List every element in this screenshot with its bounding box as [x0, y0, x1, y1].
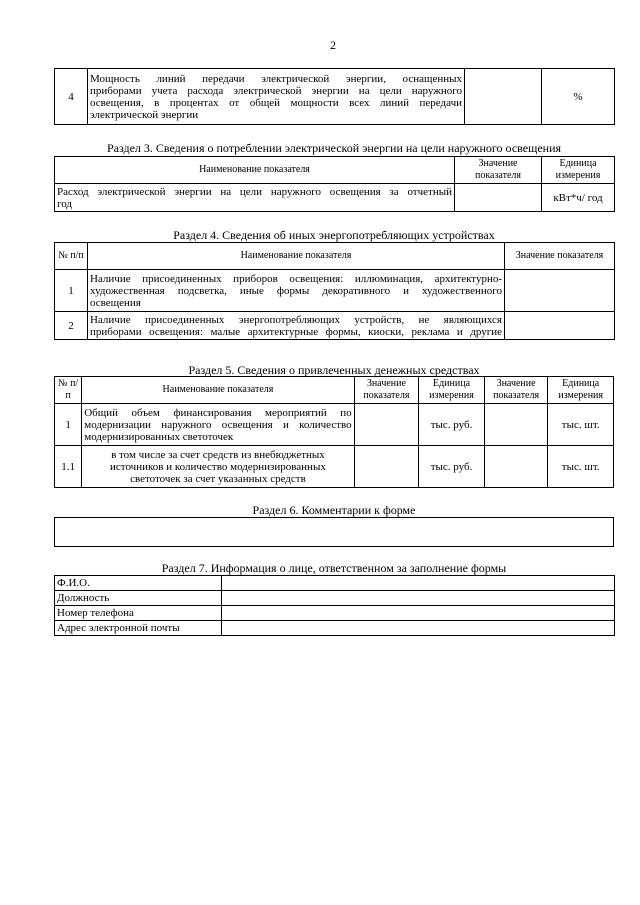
header-indicator-name: Наименование показателя [88, 243, 505, 270]
unit-cell: % [542, 69, 615, 125]
indicator-name: Общий объем финансирования мероприятий по модернизации наружного освещения и количество модернизированных светоточек [82, 404, 354, 446]
unit-cell: кВт*ч/ год [542, 184, 615, 212]
section5-title: Раздел 5. Сведения о привлеченных денежных средствах [188, 363, 480, 377]
indicator-name: Расход электрической энергии на цели наружного освещения за отчетный год [55, 184, 455, 212]
section3-title: Раздел 3. Сведения о потреблении электрической энергии на цели наружного освещения [106, 141, 562, 155]
section4-table [54, 242, 615, 340]
field-label: Адрес электронной почты [55, 621, 222, 636]
unit-cell: тыс. руб. [419, 404, 485, 446]
section3-table [54, 156, 615, 212]
table-row [55, 591, 615, 606]
unit-cell: тыс. шт. [548, 404, 614, 446]
unit-cell: тыс. руб. [419, 446, 485, 488]
page-number: 2 [330, 38, 336, 52]
header-row-number: № п/п [55, 243, 88, 270]
section7-table [54, 575, 615, 636]
table-row [55, 606, 615, 621]
section7-title: Раздел 7. Информация о лице, ответственном за заполнение формы [161, 561, 507, 575]
header-unit: Единица измерения [542, 157, 615, 184]
header-value: Значение показателя [455, 157, 542, 184]
full-name-field[interactable] [222, 576, 615, 591]
field-label: Должность [55, 591, 222, 606]
table-row [55, 312, 615, 340]
table-header-row [55, 243, 615, 270]
section4-title: Раздел 4. Сведения об иных энергопотребляющих устройствах [173, 228, 495, 242]
header-value: Значение показателя [354, 377, 419, 404]
header-value: Значение показателя [484, 377, 548, 404]
unit-cell: тыс. шт. [548, 446, 614, 488]
value-cell[interactable] [484, 404, 548, 446]
value-cell[interactable] [455, 184, 542, 212]
row-number: 4 [55, 69, 88, 125]
table-row [55, 69, 615, 125]
indicator-name: в том числе за счет средств из внебюджетных источников и количество модернизированных светоточек за счет указанных средств [82, 446, 354, 488]
table-header-row [55, 157, 615, 184]
value-cell[interactable] [465, 69, 542, 125]
table-header-row [55, 377, 614, 404]
table-row [55, 621, 615, 636]
row-number: 1.1 [55, 446, 82, 488]
row-number: 2 [55, 312, 88, 340]
indicator-name: Наличие присоединенных энергопотребляющих устройств, не являющихся приборами освещения: малые архитектурные формы, киоски, реклама и другие [88, 312, 505, 340]
value-cell[interactable] [505, 312, 615, 340]
indicator-name: Мощность линий передачи электрической энергии, оснащенных приборами учета расхода электрической энергии на цели наружного освещения, в процентах от общей мощности всех линий передачи электрической энергии [88, 69, 465, 125]
phone-field[interactable] [222, 606, 615, 621]
section2-table [54, 68, 615, 125]
table-row [55, 404, 614, 446]
field-label: Номер телефона [55, 606, 222, 621]
header-unit: Единица измерения [419, 377, 485, 404]
table-row [55, 184, 615, 212]
field-label: Ф.И.О. [55, 576, 222, 591]
value-cell[interactable] [354, 446, 419, 488]
comments-box[interactable] [54, 517, 614, 547]
table-row [55, 576, 615, 591]
email-field[interactable] [222, 621, 615, 636]
value-cell[interactable] [484, 446, 548, 488]
header-value: Значение показателя [505, 243, 615, 270]
row-number: 1 [55, 404, 82, 446]
header-unit: Единица измерения [548, 377, 614, 404]
position-field[interactable] [222, 591, 615, 606]
table-row [55, 446, 614, 488]
row-number: 1 [55, 270, 88, 312]
value-cell[interactable] [505, 270, 615, 312]
section6-title: Раздел 6. Комментарии к форме [252, 503, 416, 517]
header-indicator-name: Наименование показателя [55, 157, 455, 184]
section5-table [54, 376, 614, 488]
header-indicator-name: Наименование показателя [82, 377, 354, 404]
value-cell[interactable] [354, 404, 419, 446]
indicator-name: Наличие присоединенных приборов освещения: иллюминация, архитектурно- художественная подсветка, иные формы декоративного и художественного освещения [88, 270, 505, 312]
table-row [55, 270, 615, 312]
header-row-number: № п/п [55, 377, 82, 404]
